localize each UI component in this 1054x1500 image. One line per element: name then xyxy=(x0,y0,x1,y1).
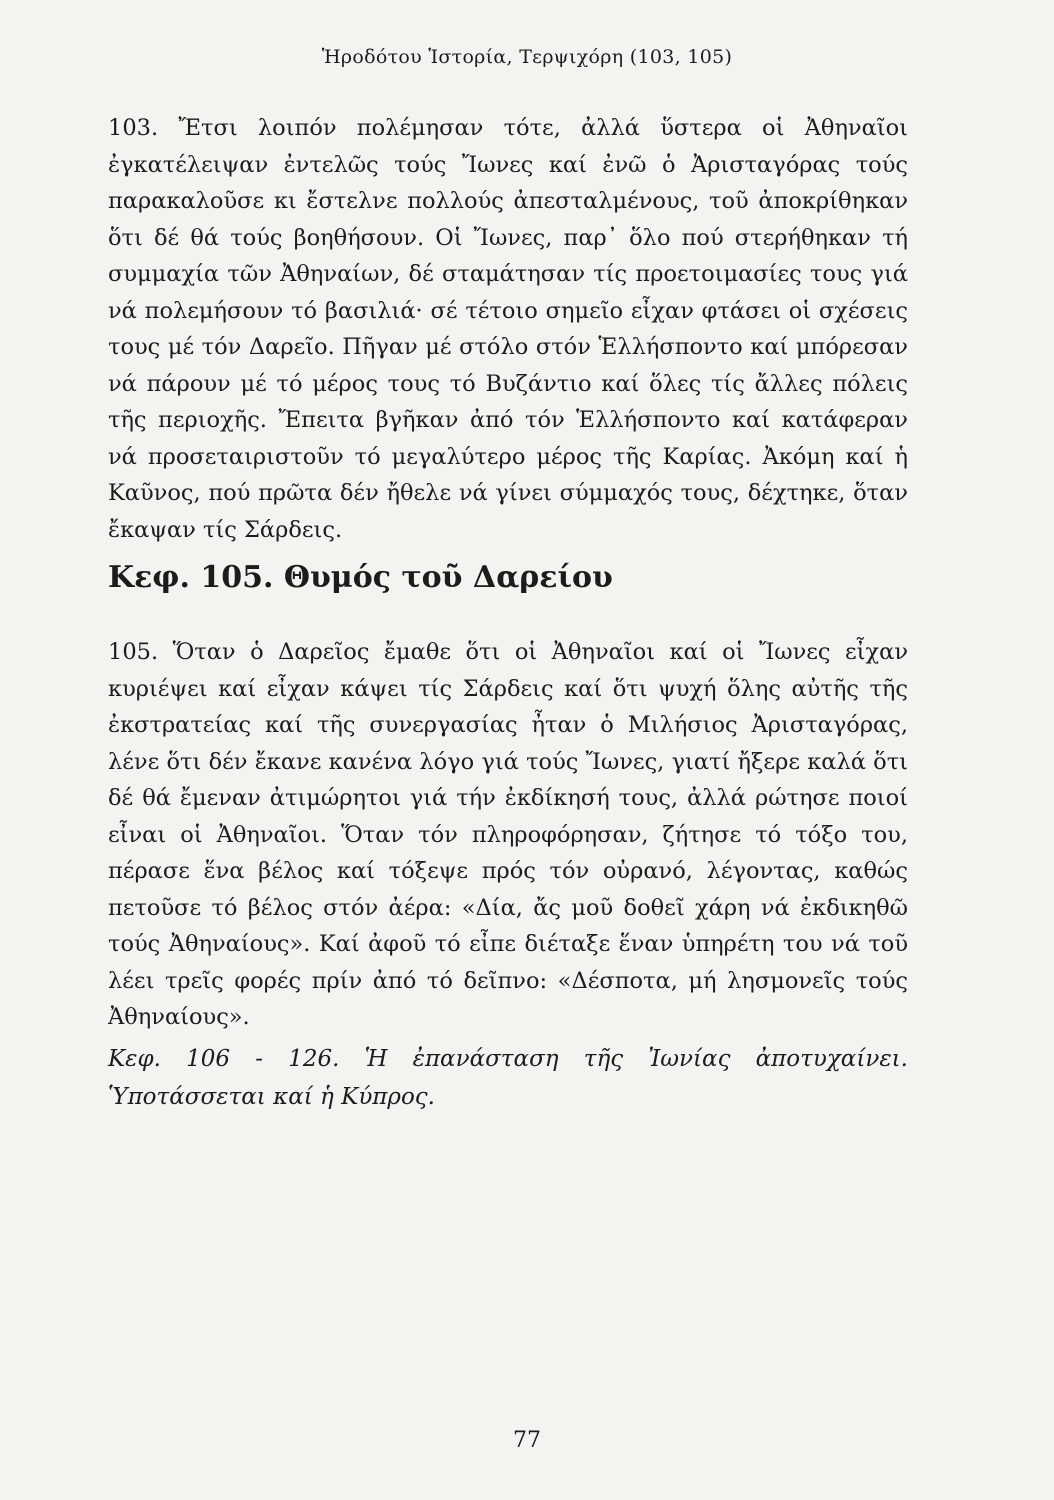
chapter-summary: Κεφ. 106 - 126. Ἡ ἐπανάσταση τῆς Ἰωνίας ἀποτυχαίνει. Ὑποτάσσεται καί ἡ Κύπρος. xyxy=(108,1046,908,1110)
paragraph-105: 105. Ὅταν ὁ Δαρεῖος ἔμαθε ὅτι οἱ Ἀθηναῖοι καί οἱ Ἴωνες εἶχαν κυριέψει καί εἶχαν κάψει τίς Σάρδεις καί ὅτι ψυχή ὅλης αὐτῆς τῆς ἐκστρατείας καί τῆς συνεργασίας ἦταν ὁ Μιλήσιος Ἀρισταγόρας, λένε ὅτι δέν ἔκανε κανένα λόγο γιά τούς Ἴωνες, γιατί ἤξερε καλά ὅτι δέ θά ἔμεναν ἀτιμώρητοι γιά τήν ἐκδίκησή τους, ἀλλά ρώτησε ποιοί εἶναι οἱ Ἀθηναῖοι. Ὅταν τόν πληροφόρησαν, ζήτησε τό τόξο του, πέρασε ἕνα βέλος καί τόξεψε πρός τόν οὐρανό, λέγοντας, καθώς πετοῦσε τό βέλος στόν ἀέρα: «Δία, ἄς μοῦ δοθεῖ χάρη νά ἐκδικηθῶ τούς Ἀθηναίους». Καί ἀφοῦ τό εἶπε διέταξε ἕναν ὑπηρέτη του νά τοῦ λέει τρεῖς φορές πρίν ἀπό τό δεῖπνο: «Δέσποτα, μή λησμονεῖς τούς Ἀθηναίους». xyxy=(108,639,908,1030)
page-number: 77 xyxy=(513,1428,541,1453)
chapter-heading: Κεφ. 105. Θυμός τοῦ Δαρείου xyxy=(108,560,613,595)
paragraph-103: 103. Ἔτσι λοιπόν πολέμησαν τότε, ἀλλά ὕστερα οἱ Ἀθηναῖοι ἐγκατέλειψαν ἐντελῶς τούς Ἴωνες καί ἐνῶ ὁ Ἀρισταγόρας τούς παρακαλοῦσε κι ἔστελνε πολλούς ἀπεσταλμένους, τοῦ ἀποκρίθηκαν ὅτι δέ θά τούς βοηθήσουν. Οἱ Ἴωνες, παρ᾿ ὅλο πού στερήθηκαν τή συμμαχία τῶν Ἀθηναίων, δέ σταμάτησαν τίς προετοιμασίες τους γιά νά πολεμήσουν τό βασιλιά· σέ τέτοιο σημεῖο εἶχαν φτάσει οἱ σχέσεις τους μέ τόν Δαρεῖο. Πῆγαν μέ στόλο στόν Ἑλλήσποντο καί μπόρεσαν νά πάρουν μέ τό μέρος τους τό Βυζάντιο καί ὅλες τίς ἄλλες πόλεις τῆς περιοχῆς. Ἔπειτα βγῆκαν ἀπό τόν Ἑλλήσποντο καί κατάφεραν νά προσεταιριστοῦν τό μεγαλύτερο μέρος τῆς Καρίας. Ἀκόμη καί ἡ Καῦνος, πού πρῶτα δέν ἤθελε νά γίνει σύμμαχός τους, δέχτηκε, ὅταν ἔκαψαν τίς Σάρδεις. xyxy=(108,115,908,543)
running-head: Ἡροδότου Ἱστορία, Τερψιχόρη (103, 105) xyxy=(321,46,733,68)
